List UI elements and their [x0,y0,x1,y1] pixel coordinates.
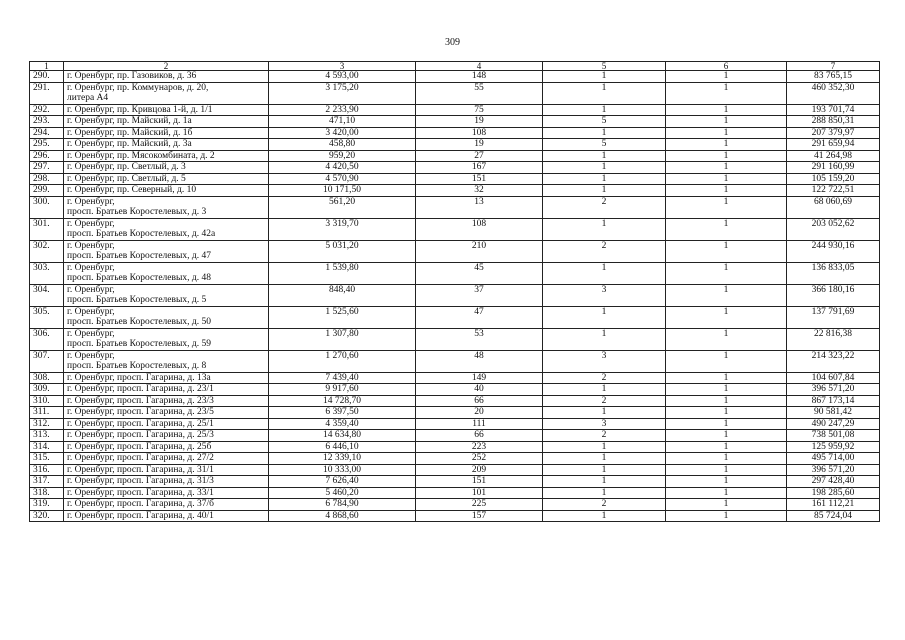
value-cell-5: 1 [543,487,666,499]
value-cell-7: 490 247,29 [787,418,880,430]
value-cell-6: 1 [666,430,787,442]
value-cell-6: 1 [666,510,787,522]
address-line: просп. Братьев Коростелевых, д. 5 [67,295,207,305]
address-line: г. Оренбург, пр. Кривцова 1-й, д. 1/1 [67,104,213,115]
value-cell-4: 111 [416,418,543,430]
value-cell-4: 157 [416,510,543,522]
value-cell-5: 1 [543,407,666,419]
address-line: просп. Братьев Коростелевых, д. 47 [67,251,211,261]
column-header: 2 [64,62,269,71]
value-cell-5: 1 [543,71,666,83]
value-cell-7: 193 701,74 [787,104,880,116]
address-cell [64,71,269,83]
value-cell-3: 4 420,50 [269,162,416,174]
value-cell-6: 1 [666,284,787,306]
value-cell-3: 561,20 [269,196,416,218]
value-cell-4: 149 [416,372,543,384]
value-cell-3: 1 307,80 [269,328,416,350]
address-cell [64,82,269,104]
row-number: 298. [30,173,64,185]
table-row [30,116,880,128]
value-cell-6: 1 [666,104,787,116]
value-cell-6: 1 [666,453,787,465]
value-cell-4: 13 [416,196,543,218]
value-cell-4: 66 [416,430,543,442]
value-cell-7: 396 571,20 [787,384,880,396]
value-cell-5: 3 [543,284,666,306]
address-line: г. Оренбург, [67,240,115,251]
table-row [30,350,880,372]
value-cell-7: 203 052,62 [787,218,880,240]
row-number: 309. [30,384,64,396]
value-cell-5: 1 [543,476,666,488]
value-cell-3: 3 420,00 [269,127,416,139]
address-line: г. Оренбург, просп. Гагарина, д. 25/3 [67,430,214,440]
row-number: 296. [30,150,64,162]
value-cell-6: 1 [666,150,787,162]
address-cell [64,284,269,306]
value-cell-5: 1 [543,185,666,197]
value-cell-6: 1 [666,127,787,139]
value-cell-6: 1 [666,306,787,328]
address-cell [64,262,269,284]
value-cell-4: 252 [416,453,543,465]
address-line: г. Оренбург, [67,218,115,229]
value-cell-4: 210 [416,240,543,262]
value-cell-5: 2 [543,240,666,262]
row-number: 312. [30,418,64,430]
column-header: 6 [666,62,787,71]
value-cell-6: 1 [666,116,787,128]
row-number: 306. [30,328,64,350]
value-cell-4: 53 [416,328,543,350]
row-number: 291. [30,82,64,104]
value-cell-7: 288 850,31 [787,116,880,128]
value-cell-7: 90 581,42 [787,407,880,419]
value-cell-6: 1 [666,139,787,151]
value-cell-6: 1 [666,82,787,104]
address-cell [64,453,269,465]
table-row [30,262,880,284]
address-line: просп. Братьев Коростелевых, д. 59 [67,339,211,349]
row-number: 294. [30,127,64,139]
value-cell-6: 1 [666,464,787,476]
value-cell-7: 104 607,84 [787,372,880,384]
value-cell-6: 1 [666,384,787,396]
value-cell-4: 151 [416,173,543,185]
row-number: 302. [30,240,64,262]
address-line: г. Оренбург, пр. Светлый, д. 5 [67,173,186,184]
value-cell-3: 3 319,70 [269,218,416,240]
value-cell-4: 108 [416,218,543,240]
row-number: 304. [30,284,64,306]
value-cell-3: 5 460,20 [269,487,416,499]
address-cell [64,162,269,174]
value-cell-5: 1 [543,453,666,465]
value-cell-4: 47 [416,306,543,328]
value-cell-5: 1 [543,173,666,185]
address-line: г. Оренбург, [67,350,115,361]
value-cell-5: 1 [543,104,666,116]
row-number: 311. [30,407,64,419]
address-cell [64,218,269,240]
table-row [30,240,880,262]
column-header: 4 [416,62,543,71]
value-cell-6: 1 [666,395,787,407]
value-cell-5: 2 [543,499,666,511]
value-cell-4: 101 [416,487,543,499]
value-cell-4: 108 [416,127,543,139]
value-cell-3: 10 333,00 [269,464,416,476]
value-cell-5: 5 [543,139,666,151]
address-cell [64,150,269,162]
value-cell-3: 5 031,20 [269,240,416,262]
value-cell-6: 1 [666,441,787,453]
address-line: г. Оренбург, просп. Гагарина, д. 33/1 [67,487,214,498]
value-cell-5: 3 [543,350,666,372]
value-cell-3: 4 359,40 [269,418,416,430]
value-cell-7: 83 765,15 [787,71,880,83]
value-cell-3: 6 784,90 [269,499,416,511]
row-number: 314. [30,441,64,453]
value-cell-3: 7 626,40 [269,476,416,488]
address-line: г. Оренбург, [67,196,115,207]
value-cell-7: 122 722,51 [787,185,880,197]
address-cell [64,139,269,151]
value-cell-7: 41 264,98 [787,150,880,162]
address-cell [64,372,269,384]
table-row [30,127,880,139]
value-cell-6: 1 [666,328,787,350]
value-cell-6: 1 [666,262,787,284]
value-cell-5: 2 [543,395,666,407]
value-cell-5: 1 [543,510,666,522]
column-header: 5 [543,62,666,71]
address-line: г. Оренбург, пр. Майский, д. 3а [67,139,192,149]
column-header: 3 [269,62,416,71]
value-cell-3: 14 728,70 [269,395,416,407]
address-line: г. Оренбург, [67,328,115,339]
value-cell-7: 207 379,97 [787,127,880,139]
table-row [30,464,880,476]
address-line: г. Оренбург, пр. Северный, д. 10 [67,185,197,195]
value-cell-6: 1 [666,487,787,499]
value-cell-4: 66 [416,395,543,407]
row-number: 290. [30,71,64,83]
value-cell-4: 40 [416,384,543,396]
value-cell-7: 291 160,99 [787,162,880,174]
address-cell [64,104,269,116]
address-line: г. Оренбург, просп. Гагарина, д. 23/5 [67,407,214,417]
table-row [30,372,880,384]
value-cell-6: 1 [666,418,787,430]
address-cell [64,116,269,128]
row-number: 313. [30,430,64,442]
value-cell-4: 48 [416,350,543,372]
address-line: г. Оренбург, просп. Гагарина, д. 31/1 [67,464,214,475]
value-cell-3: 14 634,80 [269,430,416,442]
value-cell-7: 68 060,69 [787,196,880,218]
value-cell-7: 291 659,94 [787,139,880,151]
table-row [30,418,880,430]
address-line: г. Оренбург, просп. Гагарина, д. 25/1 [67,418,214,429]
table-body [30,71,880,522]
value-cell-5: 2 [543,372,666,384]
address-line: г. Оренбург, [67,284,115,295]
address-cell [64,185,269,197]
value-cell-4: 27 [416,150,543,162]
value-cell-7: 396 571,20 [787,464,880,476]
address-cell [64,350,269,372]
table-row [30,430,880,442]
value-cell-4: 45 [416,262,543,284]
value-cell-7: 22 816,38 [787,328,880,350]
table-row [30,510,880,522]
address-cell [64,395,269,407]
table-row [30,328,880,350]
row-number: 292. [30,104,64,116]
column-header: 1 [30,62,64,71]
value-cell-6: 1 [666,240,787,262]
table-row [30,162,880,174]
address-cell [64,328,269,350]
address-cell [64,441,269,453]
table-row [30,487,880,499]
address-line: г. Оренбург, просп. Гагарина, д. 31/3 [67,476,214,486]
value-cell-6: 1 [666,162,787,174]
table-row [30,407,880,419]
value-cell-7: 495 714,00 [787,453,880,465]
value-cell-3: 4 570,90 [269,173,416,185]
value-cell-5: 1 [543,441,666,453]
address-cell [64,127,269,139]
value-cell-3: 1 525,60 [269,306,416,328]
value-cell-5: 1 [543,162,666,174]
value-cell-7: 738 501,08 [787,430,880,442]
table-row [30,139,880,151]
value-cell-5: 1 [543,306,666,328]
value-cell-3: 959,20 [269,150,416,162]
value-cell-5: 1 [543,127,666,139]
value-cell-4: 151 [416,476,543,488]
row-number: 297. [30,162,64,174]
value-cell-7: 366 180,16 [787,284,880,306]
address-cell [64,196,269,218]
address-line: г. Оренбург, просп. Гагарина, д. 27/2 [67,453,214,463]
column-number-row [30,62,880,71]
row-number: 295. [30,139,64,151]
address-line: просп. Братьев Коростелевых, д. 3 [67,207,207,217]
value-cell-7: 867 173,14 [787,395,880,407]
value-cell-4: 32 [416,185,543,197]
address-line: г. Оренбург, просп. Гагарина, д. 40/1 [67,510,214,521]
value-cell-7: 161 112,21 [787,499,880,511]
table-row [30,384,880,396]
address-line: г. Оренбург, просп. Гагарина, д. 37/б [67,499,214,509]
table-row [30,173,880,185]
address-line: г. Оренбург, просп. Гагарина, д. 25б [67,441,212,452]
value-cell-6: 1 [666,407,787,419]
value-cell-3: 6 446,10 [269,441,416,453]
value-cell-6: 1 [666,173,787,185]
value-cell-4: 148 [416,71,543,83]
value-cell-3: 3 175,20 [269,82,416,104]
address-line: г. Оренбург, пр. Коммунаров, д. 20, [67,82,209,93]
value-cell-3: 4 593,00 [269,71,416,83]
table-row [30,104,880,116]
address-cell [64,240,269,262]
value-cell-3: 471,10 [269,116,416,128]
value-cell-4: 20 [416,407,543,419]
address-line: просп. Братьев Коростелевых, д. 8 [67,361,207,371]
value-cell-4: 223 [416,441,543,453]
value-cell-3: 9 917,60 [269,384,416,396]
value-cell-3: 10 171,50 [269,185,416,197]
value-cell-5: 3 [543,418,666,430]
value-cell-7: 297 428,40 [787,476,880,488]
address-cell [64,464,269,476]
address-line: г. Оренбург, пр. Майский, д. 1а [67,116,192,126]
housing-registry-table [29,61,880,522]
row-number: 300. [30,196,64,218]
value-cell-3: 1 270,60 [269,350,416,372]
value-cell-6: 1 [666,372,787,384]
table-row [30,82,880,104]
page-number: 309 [445,37,460,48]
table-row [30,499,880,511]
row-number: 299. [30,185,64,197]
value-cell-6: 1 [666,218,787,240]
value-cell-4: 167 [416,162,543,174]
table-row [30,284,880,306]
value-cell-3: 848,40 [269,284,416,306]
address-cell [64,476,269,488]
value-cell-7: 125 959,92 [787,441,880,453]
address-line: г. Оренбург, просп. Гагарина, д. 23/3 [67,395,214,406]
table-row [30,150,880,162]
table-row [30,306,880,328]
value-cell-6: 1 [666,196,787,218]
value-cell-3: 1 539,80 [269,262,416,284]
value-cell-3: 458,80 [269,139,416,151]
table-row [30,185,880,197]
table-row [30,196,880,218]
value-cell-7: 136 833,05 [787,262,880,284]
value-cell-3: 12 339,10 [269,453,416,465]
address-line: г. Оренбург, пр. Майский, д. 1б [67,127,193,138]
value-cell-3: 6 397,50 [269,407,416,419]
address-cell [64,306,269,328]
value-cell-4: 19 [416,139,543,151]
value-cell-7: 105 159,20 [787,173,880,185]
address-line: просп. Братьев Коростелевых, д. 50 [67,317,211,327]
address-cell [64,510,269,522]
address-cell [64,418,269,430]
value-cell-5: 1 [543,328,666,350]
address-cell [64,499,269,511]
address-line: г. Оренбург, пр. Мясокомбината, д. 2 [67,150,215,161]
address-line: г. Оренбург, просп. Гагарина, д. 23/1 [67,384,214,394]
table-row [30,453,880,465]
address-line: просп. Братьев Коростелевых, д. 48 [67,273,211,283]
value-cell-5: 2 [543,196,666,218]
value-cell-5: 1 [543,262,666,284]
address-line: г. Оренбург, пр. Газовиков, д. 36 [67,71,197,81]
address-cell [64,173,269,185]
row-number: 301. [30,218,64,240]
value-cell-5: 2 [543,430,666,442]
value-cell-4: 37 [416,284,543,306]
value-cell-4: 55 [416,82,543,104]
row-number: 320. [30,510,64,522]
value-cell-5: 1 [543,384,666,396]
address-cell [64,487,269,499]
address-line: просп. Братьев Коростелевых, д. 42а [67,229,216,239]
address-cell [64,430,269,442]
value-cell-3: 2 233,90 [269,104,416,116]
row-number: 319. [30,499,64,511]
address-line: г. Оренбург, [67,262,115,273]
address-line: г. Оренбург, просп. Гагарина, д. 13а [67,372,211,383]
value-cell-7: 460 352,30 [787,82,880,104]
value-cell-6: 1 [666,476,787,488]
row-number: 303. [30,262,64,284]
value-cell-6: 1 [666,71,787,83]
row-number: 316. [30,464,64,476]
value-cell-7: 85 724,04 [787,510,880,522]
value-cell-6: 1 [666,185,787,197]
row-number: 305. [30,306,64,328]
row-number: 315. [30,453,64,465]
value-cell-7: 214 323,22 [787,350,880,372]
value-cell-5: 1 [543,82,666,104]
table-row [30,395,880,407]
address-line: литера А4 [67,93,109,103]
address-cell [64,384,269,396]
row-number: 307. [30,350,64,372]
value-cell-5: 1 [543,150,666,162]
row-number: 293. [30,116,64,128]
address-line: г. Оренбург, [67,306,115,317]
value-cell-7: 137 791,69 [787,306,880,328]
value-cell-6: 1 [666,350,787,372]
value-cell-4: 225 [416,499,543,511]
row-number: 317. [30,476,64,488]
table-row [30,476,880,488]
value-cell-5: 5 [543,116,666,128]
value-cell-4: 75 [416,104,543,116]
value-cell-6: 1 [666,499,787,511]
value-cell-7: 198 285,60 [787,487,880,499]
column-header: 7 [787,62,880,71]
value-cell-4: 19 [416,116,543,128]
address-line: г. Оренбург, пр. Светлый, д. 3 [67,162,186,172]
table-row [30,441,880,453]
value-cell-4: 209 [416,464,543,476]
row-number: 308. [30,372,64,384]
value-cell-7: 244 930,16 [787,240,880,262]
value-cell-5: 1 [543,218,666,240]
value-cell-3: 4 868,60 [269,510,416,522]
table-row [30,218,880,240]
value-cell-5: 1 [543,464,666,476]
value-cell-3: 7 439,40 [269,372,416,384]
row-number: 310. [30,395,64,407]
row-number: 318. [30,487,64,499]
table-row [30,71,880,83]
address-cell [64,407,269,419]
